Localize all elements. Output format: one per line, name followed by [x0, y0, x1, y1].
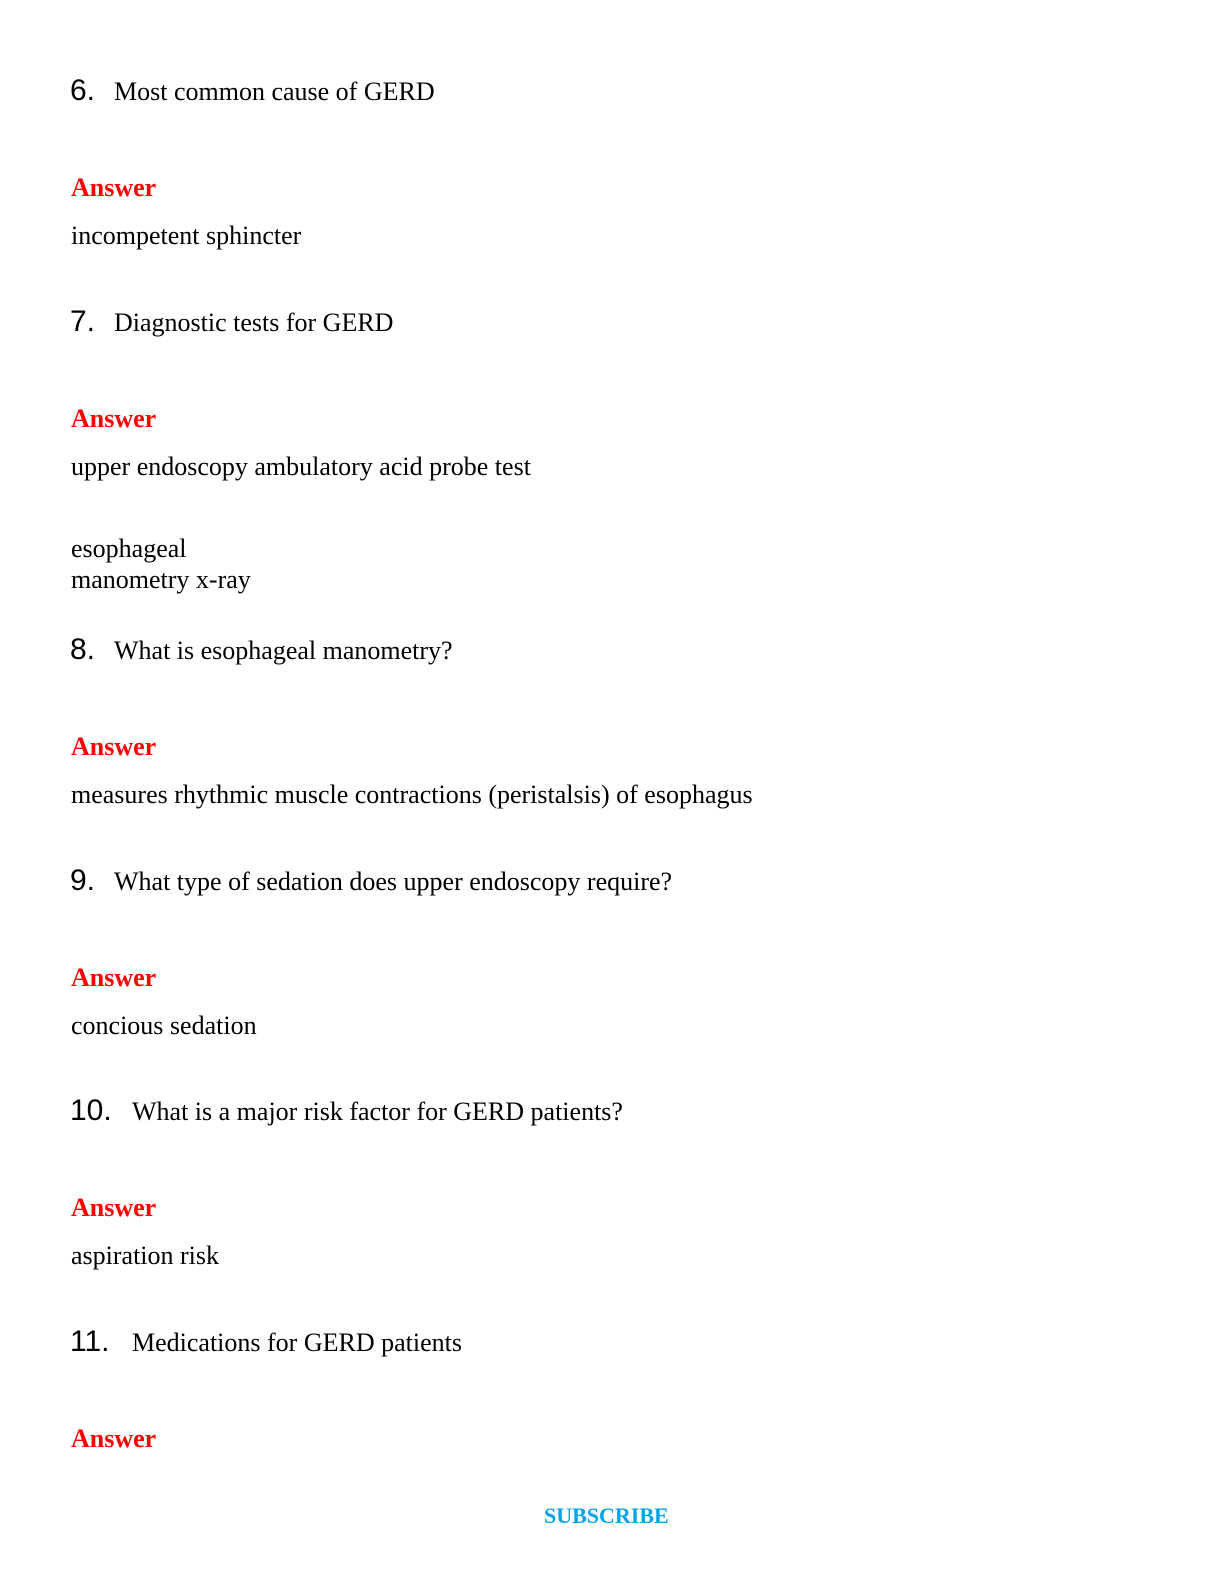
question-number: 7.: [70, 305, 96, 338]
answer-label: Answer: [71, 732, 157, 761]
answer-text: esophageal: [71, 534, 187, 563]
answer-label: Answer: [71, 173, 157, 202]
question-text: What type of sedation does upper endoscopy require?: [114, 867, 673, 896]
question-text: Diagnostic tests for GERD: [114, 308, 394, 337]
question-text: Medications for GERD patients: [132, 1328, 462, 1357]
answer-label: Answer: [71, 1193, 157, 1222]
subscribe-link[interactable]: SUBSCRIBE: [544, 1503, 669, 1528]
question-number: 10.: [70, 1094, 112, 1127]
answer-text: manometry x-ray: [71, 565, 251, 594]
question-text: What is esophageal manometry?: [114, 636, 453, 665]
answer-label: Answer: [71, 963, 157, 992]
question-number: 11.: [70, 1325, 110, 1358]
answer-label: Answer: [71, 1424, 157, 1453]
answer-text: upper endoscopy ambulatory acid probe test: [71, 452, 531, 481]
answer-text: incompetent sphincter: [71, 221, 302, 250]
question-text: Most common cause of GERD: [114, 77, 435, 106]
answer-text: aspiration risk: [71, 1241, 220, 1270]
question-text: What is a major risk factor for GERD patients?: [132, 1097, 623, 1126]
question-number: 8.: [70, 633, 96, 666]
question-number: 9.: [70, 864, 96, 897]
question-number: 6.: [70, 74, 96, 107]
answer-label: Answer: [71, 404, 157, 433]
answer-text: measures rhythmic muscle contractions (peristalsis) of esophagus: [71, 780, 753, 809]
answer-text: concious sedation: [71, 1011, 257, 1040]
